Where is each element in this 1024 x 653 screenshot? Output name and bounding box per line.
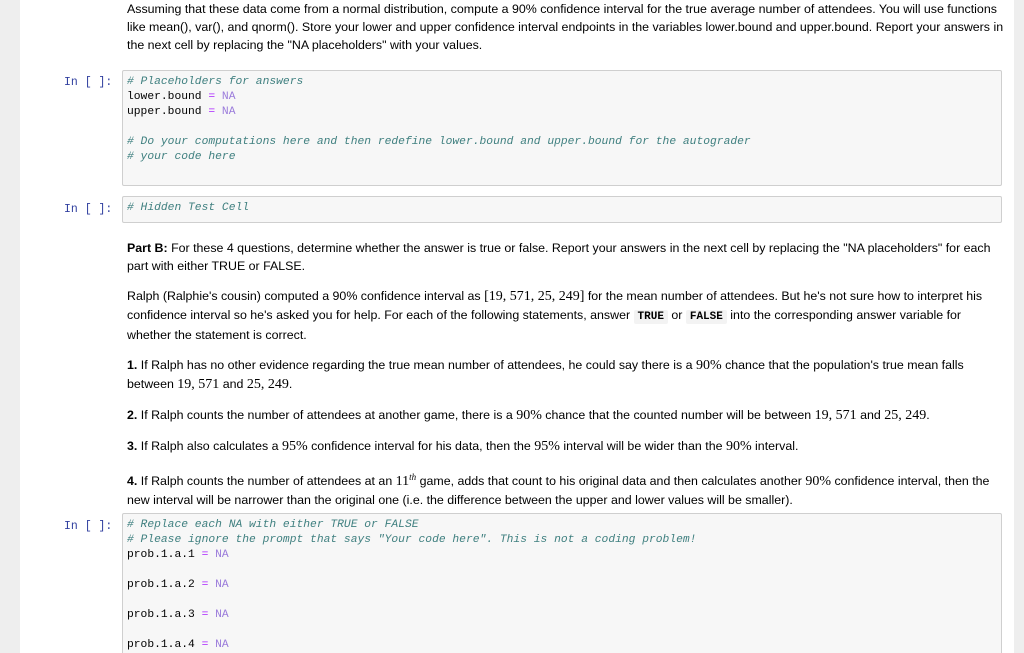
code-line-lower-bound: lower.bound = NA bbox=[127, 91, 236, 103]
cell-prompt: In [ ]: bbox=[64, 203, 113, 216]
question-4: 4. If Ralph counts the number of attendees at an 11th game, adds that count to his original data and then calculates another 90% confidence interval, then the new interval will be narrower than the original one (i.e. the difference between the upper and lower values will be smaller). bbox=[127, 472, 990, 508]
code-cell-answers[interactable] bbox=[122, 513, 1002, 653]
question-3: 3. If Ralph also calculates a 95% confidence interval for his data, then the 95% interval will be wider than the 90% interval. bbox=[127, 439, 799, 454]
cell-prompt: In [ ]: bbox=[64, 76, 113, 89]
code-comment: # Replace each NA with either TRUE or FALSE bbox=[127, 519, 419, 531]
code-cell-placeholders[interactable] bbox=[122, 70, 1002, 186]
code-comment: # Hidden Test Cell bbox=[127, 202, 250, 214]
code-comment: # your code here bbox=[127, 151, 236, 163]
code-comment: # Placeholders for answers bbox=[127, 76, 304, 88]
code-line-answer: prob.1.a.4 = NA bbox=[127, 639, 229, 651]
markdown-cell-part-b bbox=[127, 239, 1005, 509]
code-line-answer: prob.1.a.3 = NA bbox=[127, 609, 229, 621]
ralph-paragraph: Ralph (Ralphie's cousin) computed a 90% confidence interval as [19, 571, 25, 249] for the mean number of attendees. But he's not sure how to interpret his confidence interval so he's asked you for help. For each of the following statements, answer TRUE or FALSE into the corresponding answer variable for whether the statement is correct. bbox=[127, 289, 983, 342]
cell-prompt: In [ ]: bbox=[64, 520, 113, 533]
page-gutter bbox=[1014, 0, 1024, 653]
markdown-cell-instructions bbox=[127, 0, 1005, 54]
code-line-upper-bound: upper.bound = NA bbox=[127, 106, 236, 118]
code-cell-hidden-test[interactable] bbox=[122, 196, 1002, 223]
part-b-intro: Part B: For these 4 questions, determine whether the answer is true or false. Report your answers in the next cell by replacing the "NA placeholders" for each part with either TRUE or FALSE. bbox=[127, 241, 991, 273]
question-2: 2. If Ralph counts the number of attendees at another game, there is a 90% chance that the counted number will be between 19, 571 and 25, 249. bbox=[127, 408, 930, 423]
instructions-text: Assuming that these data come from a normal distribution, compute a 90% confidence interval for the true average number of attendees. You will use functions like mean(), var(), and qnorm(). Store your lower and upper confidence interval endpoints in the variables lower.bound and upper.bound. Report your answers in the next cell by replacing the "NA placeholders" with your values. bbox=[127, 2, 1004, 52]
code-line-answer: prob.1.a.2 = NA bbox=[127, 579, 229, 591]
code-comment: # Please ignore the prompt that says "Your code here". This is not a coding problem! bbox=[127, 534, 697, 546]
question-1: 1. If Ralph has no other evidence regarding the true mean number of attendees, he could say there is a 90% chance that the population's true mean falls between 19, 571 and 25, 249. bbox=[127, 358, 964, 392]
code-comment: # Do your computations here and then redefine lower.bound and upper.bound for the autograder bbox=[127, 136, 751, 148]
notebook-page bbox=[20, 0, 1014, 653]
code-line-answer: prob.1.a.1 = NA bbox=[127, 549, 229, 561]
